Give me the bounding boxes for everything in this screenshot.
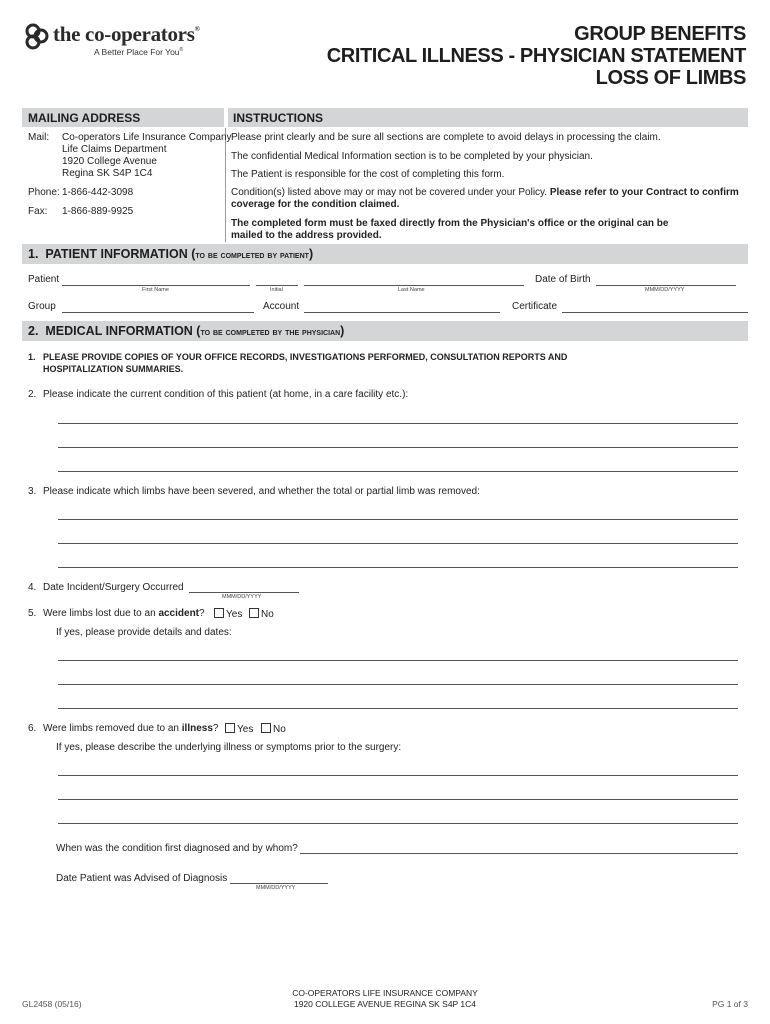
q6-number: 6.: [28, 723, 37, 734]
diagnosed-question: When was the condition first diagnosed and by whom?: [56, 843, 298, 854]
group-field[interactable]: [62, 312, 254, 313]
incident-date-format-caption: MMM/DD/YYYY: [222, 594, 262, 600]
patient-initial-field[interactable]: [256, 285, 298, 286]
certificate-field[interactable]: [562, 312, 748, 313]
q6-yes-checkbox[interactable]: [225, 723, 235, 733]
fax-label: Fax:: [28, 206, 48, 217]
advised-date-format-caption: MMM/DD/YYYY: [256, 885, 296, 891]
initial-caption: Initial: [270, 287, 283, 293]
last-name-caption: Last Name: [398, 287, 425, 293]
q3-number: 3.: [28, 486, 37, 497]
dob-format-caption: MMM/DD/YYYY: [645, 287, 685, 293]
form-code: GL2458 (05/16): [22, 999, 82, 1009]
q3-answer-line-3[interactable]: [58, 567, 738, 568]
phone-number: 1-866-442-3098: [62, 187, 134, 198]
q3-answer-line-1[interactable]: [58, 519, 738, 520]
q5-subtext: If yes, please provide details and dates:: [56, 627, 232, 638]
q5-no-checkbox[interactable]: [249, 608, 259, 618]
instruction-5: The completed form must be faxed directly from the Physician's office or the original can be mailed to the address provided.: [231, 218, 669, 241]
incident-date-field[interactable]: [189, 592, 299, 593]
page-number: PG 1 of 3: [712, 999, 748, 1009]
patient-label: Patient: [28, 274, 60, 285]
q1-text: PLEASE PROVIDE COPIES OF YOUR OFFICE RECORDS, INVESTIGATIONS PERFORMED, CONSULTATION REPORTS AND HOSPITALIZATION SUMMARIES.: [43, 352, 568, 374]
phone-label: Phone:: [28, 187, 60, 198]
q6-no-checkbox[interactable]: [261, 723, 271, 733]
q5-number: 5.: [28, 608, 37, 619]
q2-answer-line-1[interactable]: [58, 423, 738, 424]
q6-answer-line-1[interactable]: [58, 775, 738, 776]
account-field[interactable]: [304, 312, 500, 313]
group-label: Group: [28, 301, 56, 312]
q4-number: 4.: [28, 582, 37, 593]
section1-heading: 1. PATIENT INFORMATION (to be completed by patient): [28, 247, 314, 261]
advised-date-field[interactable]: [230, 883, 328, 884]
date-of-birth-field[interactable]: [596, 285, 736, 286]
q3-answer-line-2[interactable]: [58, 543, 738, 544]
diagnosed-field[interactable]: [300, 853, 738, 854]
dob-label: Date of Birth: [535, 274, 591, 285]
instruction-3: The Patient is responsible for the cost of completing this form.: [231, 169, 505, 180]
q6-text: Were limbs removed due to an illness?: [43, 723, 219, 734]
mailing-address-heading: MAILING ADDRESS: [28, 111, 141, 125]
q6-yes-option[interactable]: Yes: [225, 723, 253, 736]
q2-number: 2.: [28, 389, 37, 400]
q5-answer-line-2[interactable]: [58, 684, 738, 685]
q1-number: 1.: [28, 352, 36, 362]
patient-first-name-field[interactable]: [62, 285, 250, 286]
q6-answer-line-3[interactable]: [58, 823, 738, 824]
logo-wordmark: the co-operators®: [53, 22, 200, 46]
account-label: Account: [263, 301, 300, 312]
q5-answer-line-3[interactable]: [58, 708, 738, 709]
instruction-1: Please print clearly and be sure all sections are complete to avoid delays in processing the claim.: [231, 132, 661, 143]
q5-answer-line-1[interactable]: [58, 660, 738, 661]
instruction-2: The confidential Medical Information section is to be completed by your physician.: [231, 151, 593, 162]
q5-yes-checkbox[interactable]: [214, 608, 224, 618]
instructions-heading: INSTRUCTIONS: [233, 111, 323, 125]
q5-no-option[interactable]: No: [249, 608, 274, 621]
logo-tagline: A Better Place For You®: [94, 47, 184, 57]
mailing-address: Co-operators Life Insurance Company Life Claims Department 1920 College Avenue Regina SK S4P 1C4: [62, 132, 232, 179]
first-name-caption: First Name: [142, 287, 169, 293]
section2-heading: 2. MEDICAL INFORMATION (to be completed by the physician): [28, 324, 345, 338]
patient-last-name-field[interactable]: [304, 285, 524, 286]
q6-answer-line-2[interactable]: [58, 799, 738, 800]
q6-subtext: If yes, please describe the underlying illness or symptoms prior to the surgery:: [56, 742, 402, 753]
fax-number: 1-866-889-9925: [62, 206, 134, 217]
q5-yes-option[interactable]: Yes: [214, 608, 242, 621]
certificate-label: Certificate: [512, 301, 558, 312]
footer-company: CO-OPERATORS LIFE INSURANCE COMPANY 1920 COLLEGE AVENUE REGINA SK S4P 1C4: [292, 988, 478, 1009]
advised-question: Date Patient was Advised of Diagnosis: [56, 873, 228, 884]
q6-no-option[interactable]: No: [261, 723, 286, 736]
co-operators-logo-icon: [22, 22, 52, 52]
form-title: GROUP BENEFITS CRITICAL ILLNESS - PHYSICIAN STATEMENT LOSS OF LIMBS: [326, 23, 746, 89]
q3-text: Please indicate which limbs have been severed, and whether the total or partial limb was removed:: [43, 486, 480, 497]
instruction-4: Condition(s) listed above may or may not be covered under your Policy. Please refer to your Contract to confirm coverage for the condition claimed.: [231, 187, 739, 210]
q2-answer-line-2[interactable]: [58, 447, 738, 448]
q2-answer-line-3[interactable]: [58, 471, 738, 472]
q4-text: Date Incident/Surgery Occurred: [43, 582, 184, 593]
mail-label: Mail:: [28, 132, 50, 143]
q5-text: Were limbs lost due to an accident?: [43, 608, 205, 619]
q2-text: Please indicate the current condition of this patient (at home, in a care facility etc.):: [43, 389, 409, 400]
